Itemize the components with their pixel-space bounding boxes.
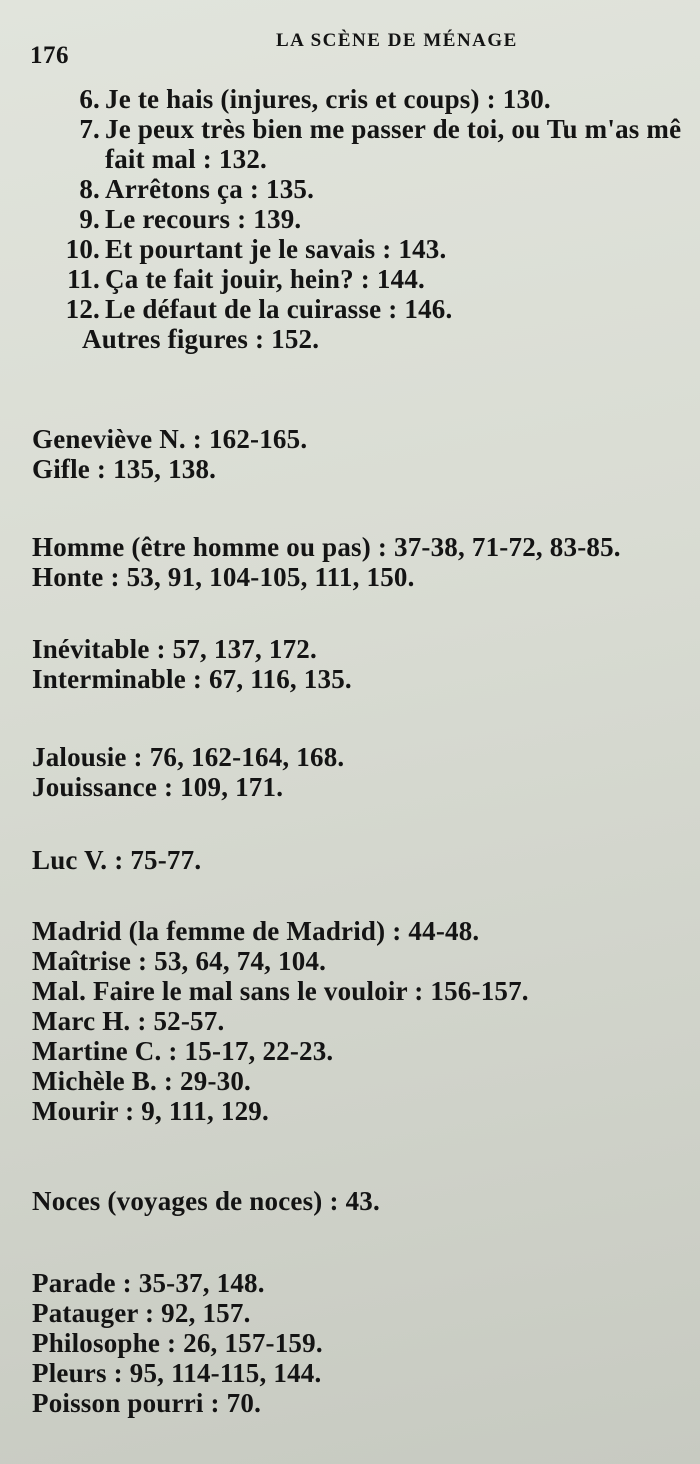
index-entry: Jalousie : 76, 162-164, 168.: [32, 742, 345, 772]
index-entry: Honte : 53, 91, 104-105, 111, 150.: [32, 562, 415, 592]
list-item-text: Et pourtant je le savais : 143.: [105, 234, 447, 264]
index-entry: Marc H. : 52-57.: [32, 1006, 225, 1036]
index-entry: Interminable : 67, 116, 135.: [32, 664, 352, 694]
index-entry: Mal. Faire le mal sans le vouloir : 156-157.: [32, 976, 529, 1006]
list-item: [0, 204, 700, 234]
index-group-h: [0, 532, 700, 592]
page-number: 176: [30, 42, 69, 69]
index-entry: Parade : 35-37, 148.: [32, 1268, 265, 1298]
index-group-j: [0, 742, 700, 802]
list-item-text: Le défaut de la cuirasse : 146.: [105, 294, 453, 324]
index-entry: Philosophe : 26, 157-159.: [32, 1328, 323, 1358]
list-item-text: Le recours : 139.: [105, 204, 302, 234]
index-entry: Maîtrise : 53, 64, 74, 104.: [32, 946, 327, 976]
list-item-number: 7.: [79, 114, 100, 144]
list-item: [0, 264, 700, 294]
index-entry: Michèle B. : 29-30.: [32, 1066, 251, 1096]
running-head: [30, 28, 670, 68]
list-item-number: 10.: [65, 234, 100, 264]
list-item: [0, 174, 700, 204]
list-item-continuation: [0, 144, 700, 174]
book-title: LA SCÈNE DE MÉNAGE: [276, 30, 518, 51]
index-entry: Luc V. : 75-77.: [32, 845, 202, 875]
list-item-number: 12.: [65, 294, 100, 324]
index-entry: Homme (être homme ou pas) : 37-38, 71-72, 83-85.: [32, 532, 621, 562]
list-item: [0, 234, 700, 264]
index-entry: Patauger : 92, 157.: [32, 1298, 251, 1328]
index-entry: Gifle : 135, 138.: [32, 454, 217, 484]
list-item: [0, 294, 700, 324]
list-item-text: Je peux très bien me passer de toi, ou Tu m'as mê: [105, 114, 682, 144]
list-item: [0, 114, 700, 144]
list-item-text: fait mal : 132.: [105, 144, 267, 174]
list-item-text: Je te hais (injures, cris et coups) : 130.: [105, 84, 551, 114]
index-group-l: [0, 845, 700, 875]
list-item-number: 6.: [79, 84, 100, 114]
index-entry: Martine C. : 15-17, 22-23.: [32, 1036, 334, 1066]
index-group-m: [0, 916, 700, 1126]
index-entry: Geneviève N. : 162-165.: [32, 424, 308, 454]
list-item: [0, 84, 700, 114]
list-item-text: Ça te fait jouir, hein? : 144.: [105, 264, 425, 294]
index-group-p: [0, 1268, 700, 1418]
index-group-g: [0, 424, 700, 484]
list-item-number: 11.: [67, 264, 100, 294]
index-entry: Mourir : 9, 111, 129.: [32, 1096, 269, 1126]
numbered-figures-list: [0, 84, 700, 354]
index-entry: Inévitable : 57, 137, 172.: [32, 634, 317, 664]
index-group-i: [0, 634, 700, 694]
index-entry: Pleurs : 95, 114-115, 144.: [32, 1358, 322, 1388]
index-group-n: [0, 1186, 700, 1216]
index-entry: Noces (voyages de noces) : 43.: [32, 1186, 380, 1216]
other-figures: Autres figures : 152.: [82, 324, 320, 354]
index-entry: Madrid (la femme de Madrid) : 44-48.: [32, 916, 480, 946]
list-item-number: 9.: [79, 204, 100, 234]
index-entry: Poisson pourri : 70.: [32, 1388, 262, 1418]
list-item-number: 8.: [79, 174, 100, 204]
list-item-text: Arrêtons ça : 135.: [105, 174, 315, 204]
index-entry: Jouissance : 109, 171.: [32, 772, 284, 802]
